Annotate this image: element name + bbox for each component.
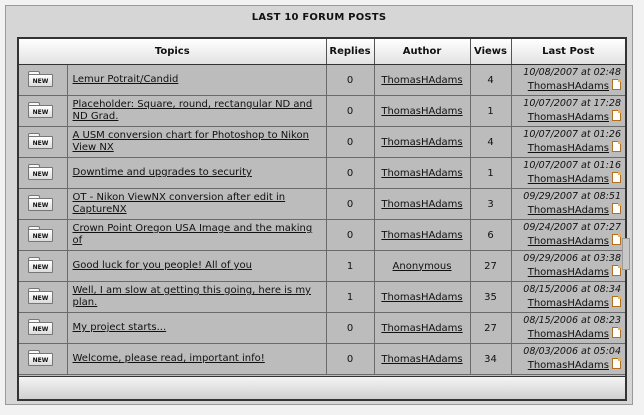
- table-row: [19, 344, 625, 375]
- page-icon[interactable]: [612, 358, 621, 369]
- replies-cell: 0: [326, 189, 374, 220]
- author-link[interactable]: ThomasHAdams: [381, 167, 463, 179]
- views-cell: 3: [470, 189, 511, 220]
- page-icon[interactable]: [612, 79, 621, 90]
- replies-cell: 0: [326, 96, 374, 127]
- author-cell: [374, 189, 470, 220]
- table-row: [19, 189, 625, 220]
- replies-cell: 0: [326, 313, 374, 344]
- topic-cell: [67, 313, 326, 344]
- last-post-cell: [511, 313, 625, 344]
- author-link[interactable]: Anonymous: [392, 260, 452, 272]
- new-folder-icon: [28, 257, 54, 274]
- last-post-cell: [511, 96, 625, 127]
- author-link[interactable]: ThomasHAdams: [381, 198, 463, 210]
- views-cell: 27: [470, 313, 511, 344]
- replies-cell: 0: [326, 158, 374, 189]
- views-cell: 4: [470, 127, 511, 158]
- new-badge-label: NEW: [28, 167, 53, 180]
- table-row: [19, 96, 625, 127]
- views-cell: 34: [470, 344, 511, 375]
- topic-link[interactable]: Placeholder: Square, round, rectangular ND and ND Grad.: [72, 99, 313, 122]
- topic-cell: [67, 282, 326, 313]
- topic-cell: [67, 344, 326, 375]
- author-link[interactable]: ThomasHAdams: [381, 229, 463, 241]
- last-post-user-link[interactable]: ThomasHAdams: [527, 298, 609, 309]
- last-post-date: 08/15/2006 at 08:23: [523, 315, 621, 326]
- topic-link[interactable]: Downtime and upgrades to security: [72, 167, 252, 178]
- views-cell: 6: [470, 220, 511, 251]
- author-cell: [374, 220, 470, 251]
- new-topic-cell: [19, 189, 67, 220]
- last-post-user-link[interactable]: ThomasHAdams: [527, 174, 609, 185]
- page-icon[interactable]: [612, 265, 621, 276]
- last-post-cell: [511, 189, 625, 220]
- table-header-row: [19, 39, 625, 65]
- page-icon[interactable]: [612, 172, 621, 183]
- topic-link[interactable]: Lemur Potrait/Candid: [72, 74, 179, 85]
- last-post-date: 09/24/2007 at 07:27: [523, 222, 621, 233]
- column-header-last-post: Last Post: [511, 39, 625, 65]
- table-row: [19, 65, 625, 96]
- author-cell: [374, 158, 470, 189]
- last-post-date: 09/29/2006 at 03:38: [523, 253, 621, 264]
- topic-link[interactable]: Welcome, please read, important info!: [72, 353, 265, 364]
- last-post-date: 08/03/2006 at 05:04: [523, 346, 621, 357]
- author-cell: [374, 251, 470, 282]
- new-topic-cell: [19, 127, 67, 158]
- author-cell: [374, 282, 470, 313]
- topic-link[interactable]: OT - Nikon ViewNX conversion after edit in CaptureNX: [72, 192, 286, 215]
- topic-link[interactable]: A USM conversion chart for Photoshop to Nikon View NX: [72, 130, 309, 153]
- column-header-replies: Replies: [326, 39, 374, 65]
- topic-cell: [67, 127, 326, 158]
- new-topic-cell: [19, 65, 67, 96]
- scrollbar-thumb[interactable]: [622, 238, 630, 270]
- new-badge-label: NEW: [28, 353, 53, 366]
- new-badge-label: NEW: [28, 260, 53, 273]
- topic-cell: [67, 158, 326, 189]
- new-folder-icon: [28, 319, 54, 336]
- last-post-cell: [511, 220, 625, 251]
- last-post-user-link[interactable]: ThomasHAdams: [527, 143, 609, 154]
- last-post-user-link[interactable]: ThomasHAdams: [527, 267, 609, 278]
- table-footer: [19, 376, 625, 399]
- new-folder-icon: [28, 102, 54, 119]
- author-cell: [374, 65, 470, 96]
- replies-cell: 0: [326, 65, 374, 96]
- new-topic-cell: [19, 344, 67, 375]
- last-post-date: 09/29/2007 at 08:51: [523, 191, 621, 202]
- panel-title: LAST 10 FORUM POSTS: [251, 12, 387, 23]
- topic-link[interactable]: Well, I am slow at getting this going, here is my plan.: [72, 285, 311, 308]
- page-icon[interactable]: [612, 110, 621, 121]
- forum-posts-table: [17, 37, 627, 401]
- last-post-date: 10/07/2007 at 01:16: [523, 160, 621, 171]
- replies-cell: 1: [326, 282, 374, 313]
- last-post-date: 10/07/2007 at 01:26: [523, 129, 621, 140]
- new-topic-cell: [19, 96, 67, 127]
- topic-cell: [67, 65, 326, 96]
- replies-cell: 0: [326, 127, 374, 158]
- new-folder-icon: [28, 195, 54, 212]
- new-topic-cell: [19, 313, 67, 344]
- new-folder-icon: [28, 288, 54, 305]
- last-post-cell: [511, 158, 625, 189]
- page-icon[interactable]: [612, 296, 621, 307]
- topic-link[interactable]: Good luck for you people! All of you: [72, 260, 252, 271]
- new-badge-label: NEW: [28, 74, 53, 87]
- page-icon[interactable]: [612, 203, 621, 214]
- column-header-topics: Topics: [19, 39, 326, 65]
- forum-posts-panel: [5, 5, 633, 405]
- column-header-views: Views: [470, 39, 511, 65]
- author-link[interactable]: ThomasHAdams: [381, 322, 463, 334]
- new-folder-icon: [28, 226, 54, 243]
- replies-cell: 0: [326, 220, 374, 251]
- views-cell: 27: [470, 251, 511, 282]
- topic-cell: [67, 189, 326, 220]
- new-folder-icon: [28, 350, 54, 367]
- topic-cell: [67, 96, 326, 127]
- replies-cell: 1: [326, 251, 374, 282]
- last-post-cell: [511, 282, 625, 313]
- author-link[interactable]: ThomasHAdams: [381, 105, 463, 117]
- new-topic-cell: [19, 220, 67, 251]
- last-post-user-link[interactable]: ThomasHAdams: [527, 112, 609, 123]
- last-post-cell: [511, 344, 625, 375]
- new-folder-icon: [28, 164, 54, 181]
- new-topic-cell: [19, 251, 67, 282]
- new-badge-label: NEW: [28, 105, 53, 118]
- page-icon[interactable]: [612, 141, 621, 152]
- topic-link[interactable]: Crown Point Oregon USA Image and the making of: [72, 223, 313, 246]
- views-cell: 1: [470, 158, 511, 189]
- last-post-cell: [511, 65, 625, 96]
- table-row: [19, 251, 625, 282]
- new-badge-label: NEW: [28, 229, 53, 242]
- author-cell: [374, 313, 470, 344]
- last-post-user-link[interactable]: ThomasHAdams: [527, 81, 609, 92]
- author-link[interactable]: ThomasHAdams: [381, 353, 463, 365]
- table-row: [19, 220, 625, 251]
- last-post-user-link[interactable]: ThomasHAdams: [527, 205, 609, 216]
- new-topic-cell: [19, 158, 67, 189]
- author-link[interactable]: ThomasHAdams: [381, 74, 463, 86]
- column-header-author: Author: [374, 39, 470, 65]
- author-cell: [374, 344, 470, 375]
- views-cell: 35: [470, 282, 511, 313]
- last-post-user-link[interactable]: ThomasHAdams: [527, 236, 609, 247]
- new-badge-label: NEW: [28, 198, 53, 211]
- topic-link[interactable]: My project starts...: [72, 322, 167, 333]
- new-badge-label: NEW: [28, 136, 53, 149]
- page-icon[interactable]: [612, 327, 621, 338]
- last-post-user-link[interactable]: ThomasHAdams: [527, 329, 609, 340]
- last-post-date: 10/08/2007 at 02:48: [523, 67, 621, 78]
- table-row: [19, 127, 625, 158]
- new-folder-icon: [28, 71, 54, 88]
- table-row: [19, 282, 625, 313]
- last-post-cell: [511, 127, 625, 158]
- new-folder-icon: [28, 133, 54, 150]
- last-post-date: 08/15/2006 at 08:34: [523, 284, 621, 295]
- last-post-user-link[interactable]: ThomasHAdams: [527, 360, 609, 371]
- author-link[interactable]: ThomasHAdams: [381, 136, 463, 148]
- topic-cell: [67, 251, 326, 282]
- last-post-cell: [511, 251, 625, 282]
- views-cell: 1: [470, 96, 511, 127]
- new-badge-label: NEW: [28, 291, 53, 304]
- new-topic-cell: [19, 282, 67, 313]
- views-cell: 4: [470, 65, 511, 96]
- author-cell: [374, 127, 470, 158]
- new-badge-label: NEW: [28, 322, 53, 335]
- replies-cell: 0: [326, 344, 374, 375]
- last-post-date: 10/07/2007 at 17:28: [523, 98, 621, 109]
- topic-cell: [67, 220, 326, 251]
- table-row: [19, 158, 625, 189]
- author-link[interactable]: ThomasHAdams: [381, 291, 463, 303]
- author-cell: [374, 96, 470, 127]
- page-icon[interactable]: [612, 234, 621, 245]
- table-row: [19, 313, 625, 344]
